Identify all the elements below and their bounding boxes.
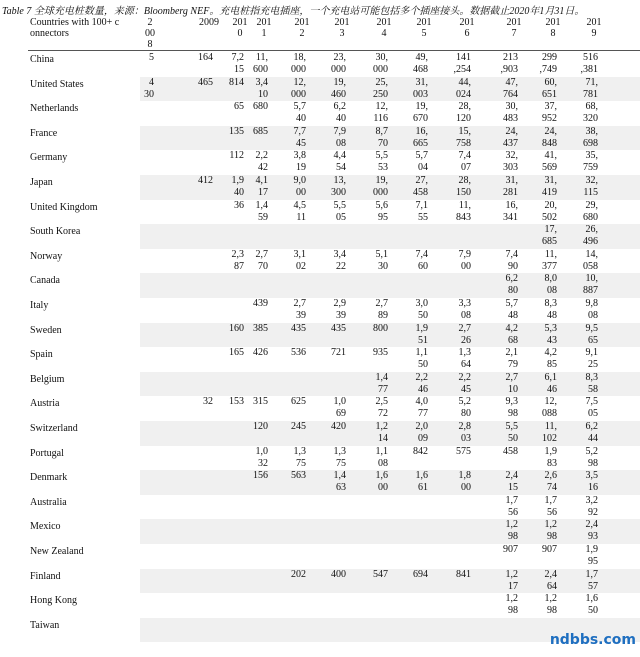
table-cell: 841 <box>456 568 471 580</box>
table-cell: 1,6 00 <box>375 470 388 494</box>
table-cell: 680 <box>253 101 268 113</box>
table-cell: 3,3 08 <box>458 298 471 321</box>
table-cell: 25, 250 <box>373 76 388 100</box>
table-cell: 19, 460 <box>331 76 346 100</box>
table-cell: 1,2 98 <box>544 593 557 617</box>
table-cell: 35, 759 <box>583 150 598 174</box>
table-row <box>0 298 640 322</box>
header-year: 201 1 <box>256 17 272 39</box>
table-cell: 4,2 85 <box>544 347 557 371</box>
table-cell: 68, 320 <box>583 101 598 125</box>
country-name: Denmark <box>30 472 68 484</box>
table-cell: 9,5 65 <box>585 322 598 346</box>
table-cell: 32 <box>203 396 213 408</box>
table-cell: 71, 781 <box>583 76 598 100</box>
table-cell: 685 <box>253 125 268 137</box>
table-cell: 31, 281 <box>503 175 518 198</box>
table-cell: 164 <box>198 52 213 63</box>
country-name: Norway <box>30 250 63 262</box>
table-cell: 5,5 05 <box>333 199 346 223</box>
table-cell: 5,5 50 <box>505 421 518 444</box>
table-row <box>0 495 640 519</box>
table-cell: 385 <box>253 322 268 334</box>
table-cell: 10, 887 <box>583 273 598 297</box>
table-row <box>0 101 640 125</box>
table-cell: 7,7 45 <box>293 125 306 149</box>
table-cell: 7,2 15 <box>231 52 244 75</box>
header-year: 201 0 <box>232 17 248 39</box>
table-cell: 5,1 30 <box>375 248 388 272</box>
country-name: Canada <box>30 275 60 287</box>
table-cell: 9,3 98 <box>505 396 518 420</box>
table-cell: 1,0 69 <box>333 396 346 420</box>
table-cell: 2,8 03 <box>458 421 471 444</box>
table-cell: 907 <box>542 544 557 555</box>
table-cell: 5,6 95 <box>375 199 388 223</box>
table-cell: 2,1 79 <box>505 347 518 371</box>
table-cell: 2,4 15 <box>505 470 518 494</box>
table-cell: 5,7 48 <box>505 298 518 321</box>
table-cell: 60, 651 <box>542 76 557 100</box>
table-cell: 420 <box>331 421 346 432</box>
table-cell: 547 <box>373 568 388 580</box>
table-cell: 4,4 54 <box>333 150 346 174</box>
table-cell: 3,8 19 <box>293 150 306 174</box>
header-year: 201 6 <box>459 17 475 39</box>
header-year: 201 5 <box>416 17 432 39</box>
table-cell: 19, 670 <box>413 101 428 125</box>
table-cell: 3,4 10 <box>255 76 268 100</box>
table-row <box>0 150 640 174</box>
table-cell: 1,1 08 <box>375 445 388 469</box>
table-row <box>0 519 640 543</box>
table-cell: 29, 680 <box>583 199 598 223</box>
table-cell: 135 <box>229 125 244 137</box>
table-cell: 4,1 17 <box>255 175 268 198</box>
table-cell: 31, 003 <box>413 76 428 100</box>
table-cell: 2,0 09 <box>415 421 428 444</box>
table-cell: 47, 764 <box>503 76 518 100</box>
header-year: 201 3 <box>334 17 350 39</box>
table-cell: 11, 843 <box>456 199 471 223</box>
table-row <box>0 249 640 273</box>
table-cell: 5,7 04 <box>415 150 428 174</box>
table-cell: 2,7 10 <box>505 371 518 395</box>
table-cell: 2,7 26 <box>458 322 471 346</box>
table-row <box>0 396 640 420</box>
table-cell: 842 <box>413 445 428 457</box>
country-name: United Kingdom <box>30 201 98 213</box>
table-cell: 160 <box>229 322 244 334</box>
table-row <box>0 224 640 248</box>
table-cell: 575 <box>456 445 471 457</box>
table-cell: 299 ,749 <box>539 52 557 75</box>
table-cell: 435 <box>331 322 346 334</box>
table-cell: 1,0 32 <box>255 445 268 469</box>
table-cell: 1,9 40 <box>231 175 244 198</box>
table-row <box>0 569 640 593</box>
table-cell: 2,7 89 <box>375 298 388 321</box>
table-row <box>0 593 640 617</box>
table-cell: 1,9 95 <box>585 544 598 567</box>
country-name: Spain <box>30 349 53 361</box>
table-row <box>0 446 640 470</box>
table-cell: 465 <box>198 76 213 88</box>
table-cell: 30, 483 <box>503 101 518 125</box>
table-cell: 16, 341 <box>503 199 518 223</box>
table-cell: 11, 377 <box>542 248 557 272</box>
table-cell: 31, 419 <box>542 175 557 198</box>
table-cell: 6,2 80 <box>505 273 518 297</box>
table-cell: 536 <box>291 347 306 359</box>
table-cell: 721 <box>331 347 346 359</box>
table-cell: 9,8 08 <box>585 298 598 321</box>
header-year: 201 4 <box>376 17 392 39</box>
country-name: China <box>30 54 54 65</box>
country-name: South Korea <box>30 226 81 238</box>
header-rule <box>28 50 640 51</box>
table-cell: 694 <box>413 568 428 580</box>
country-name: Germany <box>30 152 68 164</box>
table-cell: 1,2 14 <box>375 421 388 444</box>
table-row <box>0 77 640 101</box>
table-cell: 245 <box>291 421 306 432</box>
table-cell: 12, 088 <box>542 396 557 420</box>
table-cell: 120 <box>253 421 268 432</box>
table-cell: 1,7 56 <box>505 494 518 518</box>
table-cell: 4,0 77 <box>415 396 428 420</box>
table-cell: 1,2 98 <box>505 593 518 617</box>
table-cell: 1,1 50 <box>415 347 428 371</box>
table-cell: 1,3 75 <box>293 445 306 469</box>
table-caption: Table 7 全球充电桩数量，来源：Bloomberg NEF。充电桩指充电插座，一个充电站可能包括多个插座接头。数据截止2020年1月31日。 <box>2 6 585 17</box>
table-cell: 28, 150 <box>456 175 471 198</box>
table-cell: 2,7 39 <box>293 298 306 321</box>
table-cell: 44, 024 <box>456 76 471 100</box>
table-cell: 1,7 56 <box>544 494 557 518</box>
table-cell: 3,2 92 <box>585 494 598 518</box>
country-name: Mexico <box>30 521 61 533</box>
table-cell: 1,4 77 <box>375 371 388 395</box>
table-cell: 800 <box>373 322 388 334</box>
table-cell: 3,5 16 <box>585 470 598 494</box>
table-cell: 9,0 00 <box>293 175 306 198</box>
table-cell: 1,3 64 <box>458 347 471 371</box>
table-cell: 426 <box>253 347 268 359</box>
table-cell: 400 <box>331 568 346 580</box>
table-cell: 4,2 68 <box>505 322 518 346</box>
table-cell: 213 ,903 <box>500 52 518 75</box>
table-cell: 18, 000 <box>291 52 306 75</box>
table-cell: 112 <box>229 150 244 162</box>
table-row <box>0 618 640 642</box>
table-cell: 8,7 70 <box>375 125 388 149</box>
country-name: Italy <box>30 300 49 311</box>
country-name: Australia <box>30 496 67 508</box>
table-cell: 907 <box>503 544 518 555</box>
table-cell: 6,2 44 <box>585 421 598 444</box>
header-year: 201 7 <box>506 17 522 39</box>
header-country: Countries with 100+ c onnectors <box>30 17 120 39</box>
country-name: Sweden <box>30 324 62 336</box>
table-cell: 2,5 72 <box>375 396 388 420</box>
table-cell: 7,4 90 <box>505 248 518 272</box>
table-row <box>0 200 640 224</box>
table-cell: 2,6 74 <box>544 470 557 494</box>
table-cell: 563 <box>291 470 306 482</box>
country-name: Portugal <box>30 447 64 459</box>
table-cell: 24, 437 <box>503 125 518 149</box>
table-cell: 24, 848 <box>542 125 557 149</box>
table-cell: 12, 116 <box>373 101 388 125</box>
table-cell: 1,6 61 <box>415 470 428 494</box>
table-cell: 14, 058 <box>583 248 598 272</box>
table-cell: 412 <box>198 175 213 186</box>
table-cell: 7,4 60 <box>415 248 428 272</box>
table-cell: 5,2 80 <box>458 396 471 420</box>
country-name: Netherlands <box>30 103 79 115</box>
table-cell: 36 <box>234 199 244 211</box>
table-cell: 11, 600 <box>253 52 268 75</box>
site-watermark <box>550 627 636 653</box>
table-cell: 2,9 39 <box>333 298 346 321</box>
table-cell: 435 <box>291 322 306 334</box>
table-cell: 2,4 64 <box>544 568 557 592</box>
table-cell: 935 <box>373 347 388 359</box>
table-cell: 9,1 25 <box>585 347 598 371</box>
table-cell: 2,4 93 <box>585 519 598 543</box>
table-cell: 625 <box>291 396 306 408</box>
table-cell: 7,9 08 <box>333 125 346 149</box>
table-row <box>0 421 640 445</box>
table-cell: 6,2 40 <box>333 101 346 125</box>
header-year: 201 8 <box>545 17 561 39</box>
table-cell: 7,1 55 <box>415 199 428 223</box>
table-cell: 5,2 98 <box>585 445 598 469</box>
table-cell: 814 <box>229 76 244 88</box>
table-cell: 17, 685 <box>542 224 557 248</box>
table-cell: 27, 458 <box>413 175 428 198</box>
table-cell: 28, 120 <box>456 101 471 125</box>
table-cell: 26, 496 <box>583 224 598 248</box>
table-cell: 7,4 07 <box>458 150 471 174</box>
table-row <box>0 323 640 347</box>
country-name: United States <box>30 78 84 90</box>
country-name: New Zealand <box>30 546 84 557</box>
table-cell: 6,1 46 <box>544 371 557 395</box>
country-name: Finland <box>30 570 61 582</box>
table-cell: 5,7 40 <box>293 101 306 125</box>
table-cell: 1,8 00 <box>458 470 471 494</box>
table-cell: 8,3 58 <box>585 371 598 395</box>
country-name: France <box>30 127 58 139</box>
table-cell: 49, 468 <box>413 52 428 75</box>
table-cell: 1,9 51 <box>415 322 428 346</box>
table-cell: 4,5 11 <box>293 199 306 223</box>
table-cell: 5,5 53 <box>375 150 388 174</box>
table-cell: 1,9 83 <box>544 445 557 469</box>
country-name: Japan <box>30 177 53 188</box>
table-cell: 32, 303 <box>503 150 518 174</box>
table-cell: 2,7 70 <box>255 248 268 272</box>
table-row <box>0 175 640 199</box>
header-year: 2 00 8 <box>145 17 155 50</box>
table-row <box>0 470 640 494</box>
table-cell: 13, 300 <box>331 175 346 198</box>
table-cell: 37, 952 <box>542 101 557 125</box>
table-row <box>0 347 640 371</box>
table-cell: 3,1 02 <box>293 248 306 272</box>
table-row <box>0 544 640 568</box>
table-cell: 3,4 22 <box>333 248 346 272</box>
table-row <box>0 52 640 76</box>
table-cell: 65 <box>234 101 244 113</box>
table-cell: 516 ,381 <box>580 52 598 75</box>
table-cell: 1,2 17 <box>505 568 518 592</box>
table-cell: 458 <box>503 445 518 457</box>
table-cell: 5,3 43 <box>544 322 557 346</box>
table-cell: 1,4 63 <box>333 470 346 494</box>
table-cell: 7,9 00 <box>458 248 471 272</box>
table-cell: 38, 698 <box>583 125 598 149</box>
table-cell: 8,3 48 <box>544 298 557 321</box>
table-cell: 15, 758 <box>456 125 471 149</box>
table-row <box>0 126 640 150</box>
table-cell: 23, 000 <box>331 52 346 75</box>
country-name: Switzerland <box>30 423 78 434</box>
table-cell: 1,2 98 <box>544 519 557 543</box>
table-cell: 1,6 50 <box>585 593 598 617</box>
table-cell: 2,2 42 <box>255 150 268 174</box>
header-year: 201 9 <box>586 17 602 39</box>
table-cell: 11, 102 <box>542 421 557 444</box>
country-name: Austria <box>30 398 60 410</box>
header-year: 2009 <box>199 17 219 28</box>
table-cell: 439 <box>253 298 268 309</box>
table-cell: 1,2 98 <box>505 519 518 543</box>
table-cell: 315 <box>253 396 268 408</box>
country-name: Belgium <box>30 373 65 385</box>
table-row <box>0 273 640 297</box>
country-name: Taiwan <box>30 619 60 631</box>
table-cell: 2,2 46 <box>415 371 428 395</box>
table-cell: 5 <box>149 52 154 63</box>
watermark-text: ndbbs.com <box>549 632 636 648</box>
table-cell: 8,0 08 <box>544 273 557 297</box>
table-cell: 156 <box>253 470 268 482</box>
table-cell: 4 30 <box>144 76 154 100</box>
table-cell: 1,7 57 <box>585 568 598 592</box>
table-cell: 202 <box>291 568 306 580</box>
table-cell: 41, 569 <box>542 150 557 174</box>
table-cell: 30, 000 <box>373 52 388 75</box>
table-cell: 20, 502 <box>542 199 557 223</box>
table-row <box>0 372 640 396</box>
table-cell: 2,2 45 <box>458 371 471 395</box>
table-cell: 12, 000 <box>291 76 306 100</box>
table-cell: 32, 115 <box>583 175 598 198</box>
table-cell: 2,3 87 <box>231 248 244 272</box>
table-cell: 165 <box>229 347 244 359</box>
table-cell: 1,3 75 <box>333 445 346 469</box>
header-year: 201 2 <box>294 17 310 39</box>
table-cell: 1,4 59 <box>255 199 268 223</box>
table-cell: 141 ,254 <box>453 52 471 75</box>
table-cell: 7,5 05 <box>585 396 598 420</box>
country-name: Hong Kong <box>30 595 77 607</box>
table-cell: 153 <box>229 396 244 408</box>
table-cell: 19, 000 <box>373 175 388 198</box>
table-cell: 3,0 50 <box>415 298 428 321</box>
table-cell: 16, 665 <box>413 125 428 149</box>
